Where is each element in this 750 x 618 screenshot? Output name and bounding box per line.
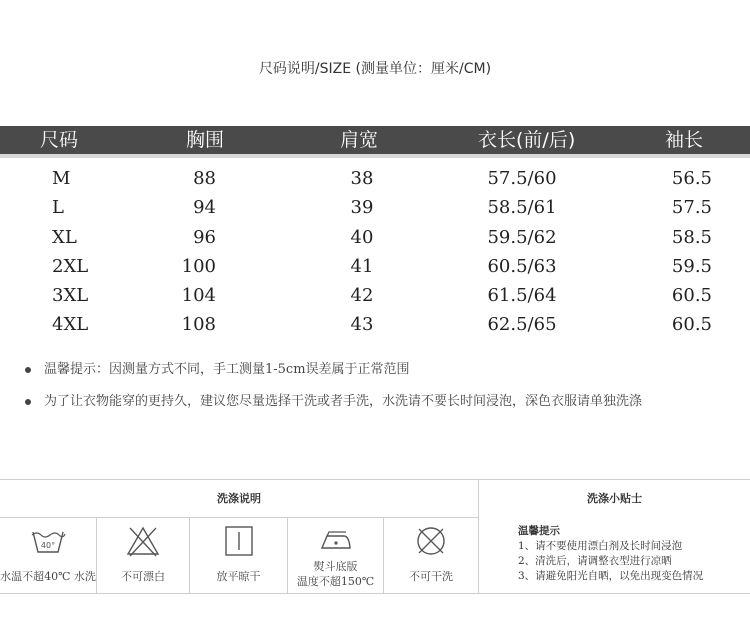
cell-length: 61.5/64 bbox=[487, 285, 557, 307]
cell-sleeve: 57.5 bbox=[671, 197, 712, 219]
care-symbol-wash bbox=[0, 518, 96, 593]
cell-size: 4XL bbox=[52, 314, 89, 336]
care-symbol-iron bbox=[288, 518, 383, 593]
cell-sleeve: 60.5 bbox=[671, 314, 712, 336]
tip-item: 2、清洗后，请调整衣型进行凉晒 bbox=[518, 555, 672, 567]
list-item bbox=[0, 358, 750, 390]
care-symbol-dry-clean bbox=[384, 518, 478, 593]
care-symbol-label: 温度不超150℃ bbox=[296, 575, 375, 588]
cell-sleeve: 56.5 bbox=[671, 168, 712, 189]
size-table-header bbox=[0, 126, 750, 158]
note-text: 温馨提示：因测量方式不同，手工测量1-5cm误差属于正常范围 bbox=[44, 362, 410, 377]
care-symbol-label: 熨斗底版 bbox=[313, 560, 358, 573]
cell-length: 62.5/65 bbox=[487, 314, 557, 336]
care-symbol-label: 水温不超40℃ 水洗 bbox=[0, 570, 96, 583]
cell-shoulder: 43 bbox=[350, 314, 374, 336]
cell-size: 2XL bbox=[52, 255, 89, 277]
table-row bbox=[0, 310, 750, 339]
svg-text:40°: 40° bbox=[40, 541, 56, 550]
care-symbol-label: 放平晾干 bbox=[216, 570, 261, 583]
iron-low-icon bbox=[318, 524, 354, 558]
header-size: 尺码 bbox=[40, 129, 79, 151]
tips-heading: 温馨提示 bbox=[518, 525, 560, 537]
cell-shoulder: 41 bbox=[350, 255, 374, 277]
cell-sleeve: 58.5 bbox=[671, 226, 712, 248]
care-symbol-bleach bbox=[97, 518, 189, 593]
cell-chest: 104 bbox=[181, 285, 216, 307]
bullet-icon bbox=[25, 367, 31, 373]
care-symbol-label: 不可漂白 bbox=[121, 570, 165, 583]
cell-sleeve: 59.5 bbox=[671, 255, 712, 277]
flat-dry-icon bbox=[221, 524, 257, 558]
cell-size: M bbox=[52, 168, 71, 189]
tip-item: 1、请不要使用漂白剂及长时间浸泡 bbox=[518, 540, 683, 552]
table-row bbox=[0, 223, 750, 252]
cell-chest: 100 bbox=[181, 255, 216, 277]
wash-instructions-title: 洗涤说明 bbox=[217, 492, 261, 505]
cell-sleeve: 60.5 bbox=[671, 285, 712, 307]
wash-tips bbox=[518, 524, 703, 584]
note-text: 为了让衣物能穿的更持久，建议您尽量选择干洗或者手洗，水洗请不要长时间浸泡，深色衣服请单独洗涤 bbox=[44, 394, 643, 409]
care-symbol-label: 不可干洗 bbox=[409, 570, 453, 583]
cell-size: L bbox=[52, 197, 64, 219]
table-row bbox=[0, 252, 750, 281]
table-row bbox=[0, 193, 750, 222]
header-sleeve: 袖长 bbox=[665, 129, 704, 151]
list-item bbox=[0, 390, 750, 422]
tip-item: 3、请避免阳光自晒，以免出现变色情况 bbox=[518, 570, 704, 582]
cell-chest: 94 bbox=[193, 197, 216, 219]
cell-size: 3XL bbox=[52, 285, 89, 307]
care-symbol-dry bbox=[190, 518, 287, 593]
cell-length: 59.5/62 bbox=[487, 226, 557, 248]
divider bbox=[478, 480, 479, 593]
wash-tips-title: 洗涤小贴士 bbox=[587, 492, 642, 505]
cell-shoulder: 38 bbox=[350, 168, 374, 189]
header-shoulder: 肩宽 bbox=[340, 129, 379, 151]
cell-chest: 88 bbox=[193, 168, 216, 189]
cell-chest: 96 bbox=[193, 226, 216, 248]
wash-40-icon bbox=[30, 524, 66, 558]
cell-chest: 108 bbox=[181, 314, 216, 336]
no-dry-clean-icon bbox=[413, 524, 449, 558]
page-title: 尺码说明/SIZE (测量单位：厘米/CM) bbox=[258, 61, 492, 77]
cell-shoulder: 42 bbox=[350, 285, 374, 307]
care-section bbox=[0, 479, 750, 594]
size-table-body bbox=[0, 164, 750, 340]
header-length: 衣长(前/后) bbox=[478, 129, 576, 151]
notes-list bbox=[0, 358, 750, 422]
cell-shoulder: 40 bbox=[350, 226, 374, 248]
cell-length: 60.5/63 bbox=[487, 255, 557, 277]
header-chest: 胸围 bbox=[186, 129, 225, 151]
cell-length: 58.5/61 bbox=[487, 197, 557, 219]
cell-shoulder: 39 bbox=[350, 197, 374, 219]
table-row bbox=[0, 164, 750, 193]
bullet-icon bbox=[25, 399, 31, 405]
no-bleach-icon bbox=[125, 524, 161, 558]
cell-size: XL bbox=[52, 226, 77, 248]
table-row bbox=[0, 281, 750, 310]
cell-length: 57.5/60 bbox=[487, 168, 557, 189]
